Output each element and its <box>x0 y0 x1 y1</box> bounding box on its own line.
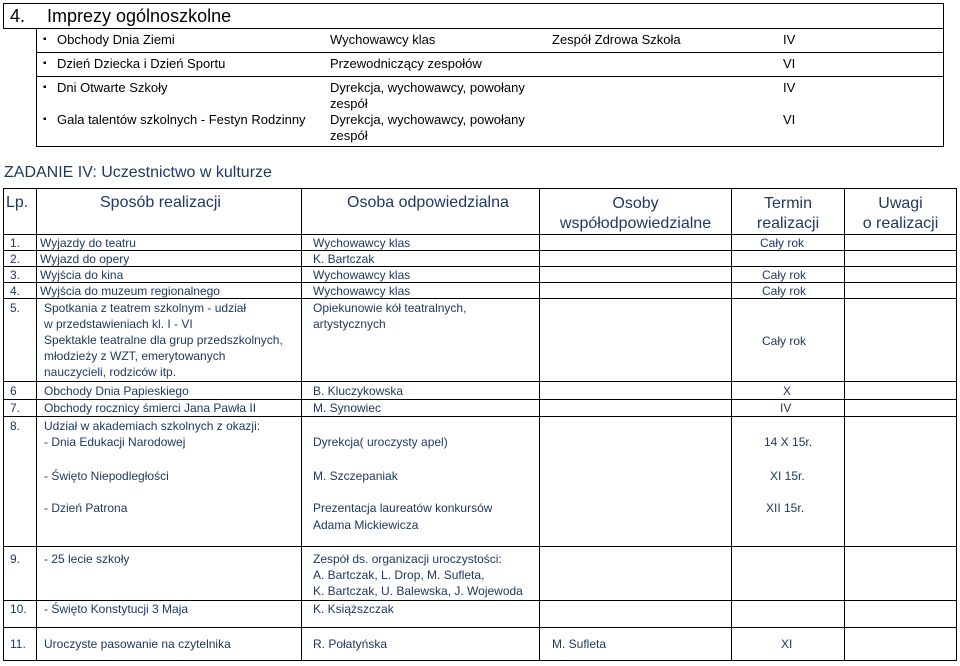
event-name: Gala talentów szkolnych - Festyn Rodzinny <box>57 112 306 127</box>
row-sub-term: XI 15r. <box>770 469 805 483</box>
row-term: XI <box>781 637 793 651</box>
event-term: IV <box>783 80 796 95</box>
row-responsible: Zespół ds. organizacji uroczystości: A. Bartczak, L. Drop, M. Sufleta, K. Bartczak, U. Balewska, J. Wojewoda <box>313 552 523 598</box>
row-lp: 5. <box>10 301 21 315</box>
row-responsible: Wychowawcy klas <box>313 284 411 298</box>
row-lp: 6 <box>10 384 17 398</box>
row-term: Cały rok <box>762 268 807 282</box>
row-term: Cały rok <box>762 334 807 348</box>
row-sub-responsible: Dyrekcja( uroczysty apel) <box>313 435 448 449</box>
row-method: Obchody Dnia Papieskiego <box>44 384 189 398</box>
event-term: VI <box>783 112 796 127</box>
row-sub-method: - Dnia Edukacji Narodowej <box>44 435 186 449</box>
row-responsible: B. Kluczykowska <box>313 384 404 398</box>
event-term: VI <box>783 56 796 71</box>
row-responsible: Wychowawcy klas <box>313 268 411 282</box>
section-title: Imprezy ogólnoszkolne <box>47 6 232 26</box>
event-name: Obchody Dnia Ziemi <box>57 32 175 47</box>
row-sub-responsible: Adama Mickiewicza <box>313 518 419 532</box>
header-notes: Uwagi o realizacji <box>862 195 939 232</box>
event-responsible: Dyrekcja, wychowawcy, powołany zespół <box>330 112 525 143</box>
row-sub-term: XII 15r. <box>766 501 805 515</box>
row-method: Wyjścia do muzeum regionalnego <box>40 284 220 298</box>
row-term: IV <box>780 401 792 415</box>
event-responsible: Dyrekcja, wychowawcy, powołany zespół <box>330 80 525 111</box>
row-method: Wyjazd do opery <box>40 252 130 266</box>
header-term: Termin realizacji <box>756 195 820 232</box>
header-co-responsible: Osoby współodpowiedzialne <box>559 195 712 232</box>
row-sub-term: 14 X 15r. <box>764 435 813 449</box>
row-co-responsible: M. Sufleta <box>552 637 607 651</box>
row-lp: 11. <box>10 637 26 651</box>
header-lp: Lp. <box>6 194 29 211</box>
event-responsible: Wychowawcy klas <box>330 32 436 47</box>
row-sub-responsible: M. Szczepaniak <box>313 469 398 483</box>
row-sub-method: - Święto Niepodległości <box>44 469 169 483</box>
row-responsible: Opiekunowie kół teatralnych, artystycznych <box>313 301 467 331</box>
row-lp: 8. <box>10 419 21 433</box>
row-lp: 2. <box>10 252 21 266</box>
bullet-icon: ▪ <box>43 82 47 93</box>
row-method: Spotkania z teatrem szkolnym - udział w przedstawieniach kl. I - VI Spektakle teatralne dla grup przedszkolnych, młodzieży z WZT, emerytowanych nauczycieli, rodziców itp. <box>44 301 283 379</box>
row-responsible: K. Książszczak <box>313 602 394 616</box>
row-term: Cały rok <box>762 284 807 298</box>
bullet-icon: ▪ <box>43 58 47 69</box>
row-sub-responsible: Prezentacja laureatów konkursów <box>313 501 493 515</box>
row-lp: 9. <box>10 552 21 566</box>
row-method: Uroczyste pasowanie na czytelnika <box>44 637 231 651</box>
bullet-icon: ▪ <box>43 114 47 125</box>
event-name: Dzień Dziecka i Dzień Sportu <box>57 56 226 71</box>
header-responsible: Osoba odpowiedzialna <box>347 194 509 211</box>
row-method: - 25 lecie szkoły <box>44 552 130 566</box>
row-sub-method: - Dzień Patrona <box>44 501 128 515</box>
row-method: Obchody rocznicy śmierci Jana Pawła II <box>44 401 257 415</box>
row-lp: 1. <box>10 236 21 250</box>
event-responsible: Przewodniczący zespołów <box>330 56 482 71</box>
row-method: - Święto Konstytucji 3 Maja <box>44 602 189 616</box>
event-co-responsible: Zespół Zdrowa Szkoła <box>552 32 681 47</box>
row-term: Cały rok <box>760 236 805 250</box>
task-heading: ZADANIE IV: Uczestnictwo w kulturze <box>4 164 272 181</box>
row-responsible: R. Połatyńska <box>313 637 388 651</box>
row-lp: 4. <box>10 284 21 298</box>
row-responsible: M. Synowiec <box>313 401 382 415</box>
row-responsible: K. Bartczak <box>313 252 375 266</box>
row-method-head: Udział w akademiach szkolnych z okazji: <box>44 419 261 433</box>
header-method: Sposób realizacji <box>100 194 221 211</box>
row-lp: 10. <box>10 602 27 616</box>
section-number: 4. <box>10 6 26 26</box>
row-method: Wyjścia do kina <box>40 268 124 282</box>
row-lp: 3. <box>10 268 21 282</box>
row-term: X <box>783 384 792 398</box>
event-term: IV <box>783 32 796 47</box>
row-method: Wyjazdy do teatru <box>40 236 136 250</box>
bullet-icon: ▪ <box>43 34 47 45</box>
event-name: Dni Otwarte Szkoły <box>57 80 168 95</box>
row-responsible: Wychowawcy klas <box>313 236 411 250</box>
row-lp: 7. <box>10 401 21 415</box>
